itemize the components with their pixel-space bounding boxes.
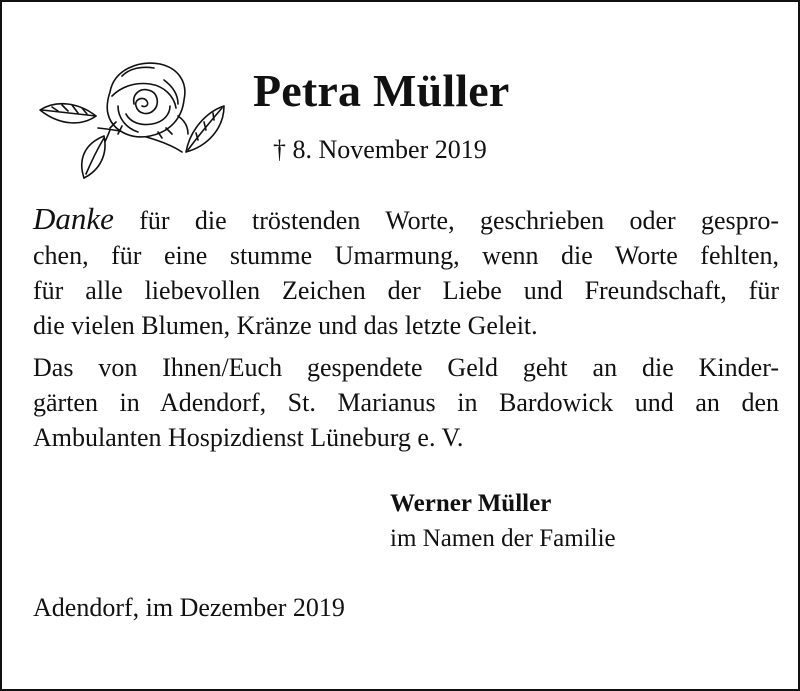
thanks-line: für alle liebevollen Zeichen der Liebe und Freundschaft, für	[33, 276, 779, 305]
donation-line: gärten in Adendorf, St. Marianus in Bardowick und an den	[33, 388, 779, 417]
donation-paragraph	[33, 350, 779, 455]
death-date: 8. November 2019	[292, 135, 487, 164]
death-date-line	[273, 132, 487, 168]
thanks-paragraph	[33, 201, 779, 343]
signer-name: Werner Müller	[390, 490, 552, 517]
donation-line: Das von Ihnen/Euch gespendete Geld geht an die Kinder-	[33, 353, 779, 382]
thanks-line: chen, für eine stumme Umarmung, wenn die Worte fehlten,	[33, 241, 779, 270]
thanks-line: die vielen Blumen, Kränze und das letzte Geleit.	[33, 311, 538, 340]
donation-line: Ambulanten Hospizdienst Lüneburg e. V.	[33, 423, 464, 452]
rose-icon	[38, 56, 230, 188]
thanks-first-word: Danke	[33, 201, 114, 236]
thanks-line: Danke für die tröstenden Worte, geschrieben oder gespro-	[33, 201, 779, 236]
place-and-date: Adendorf, im Dezember 2019	[33, 593, 345, 622]
signer-subtitle: im Namen der Familie	[390, 525, 616, 552]
deceased-name: Petra Müller	[253, 65, 510, 116]
cross-symbol: †	[273, 135, 286, 164]
